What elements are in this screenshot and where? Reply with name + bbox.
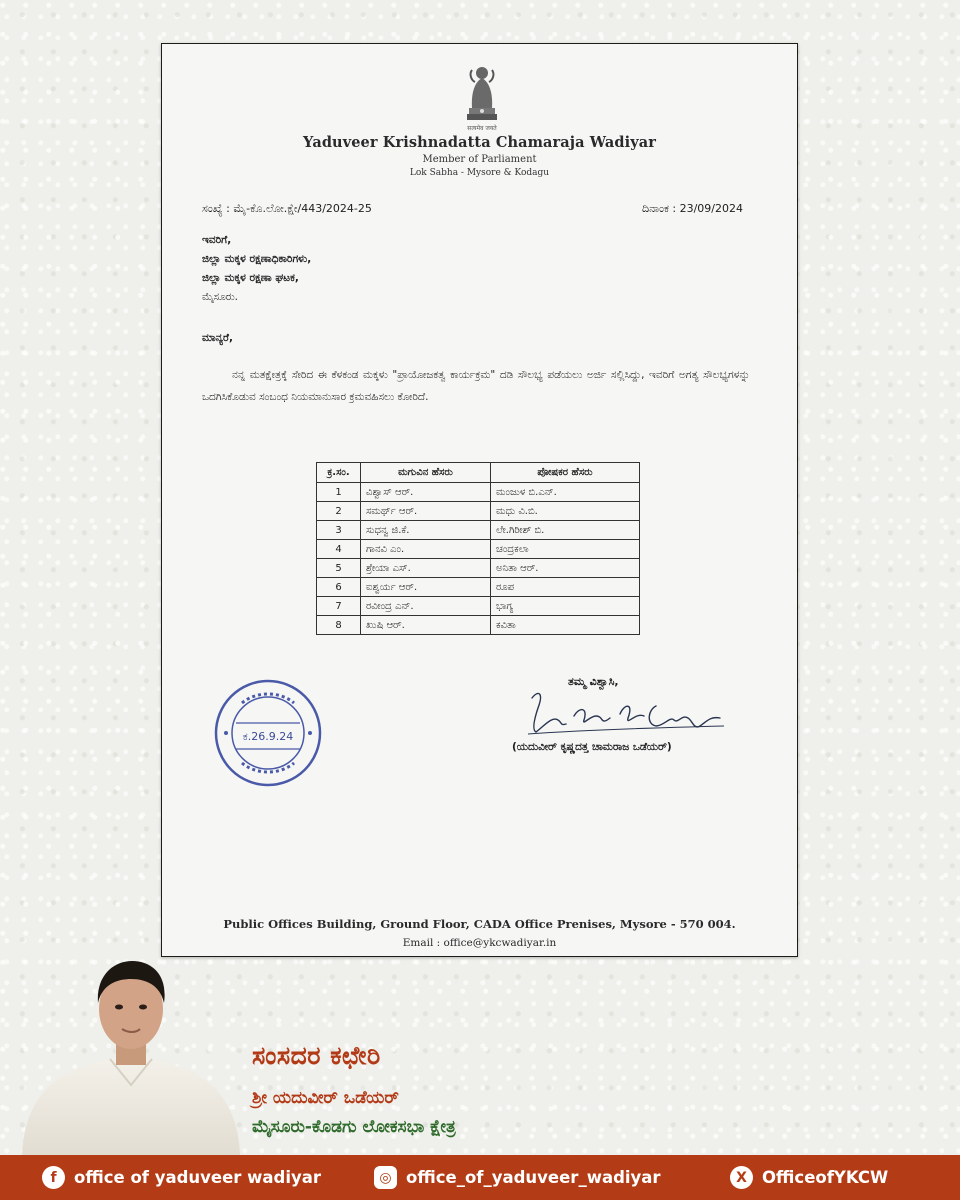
child-name-cell: ಸಮರ್ಥ್ ಆರ್. — [361, 502, 491, 521]
table-row — [317, 483, 640, 502]
parent-name-cell: ಮಧು ವಿ.ಬಿ. — [491, 502, 640, 521]
salutation: ಮಾನ್ಯರೆ, — [202, 332, 233, 344]
recipient-line: ಜಿಲ್ಲಾ ಮಕ್ಕಳ ರಕ್ಷಣಾ ಘಟಕ, — [202, 272, 299, 284]
instagram-handle: office_of_yaduveer_wadiyar — [406, 1168, 661, 1187]
parent-name-cell: ಅನಿತಾ ಆರ್. — [491, 559, 640, 578]
child-name-cell: ವಿಶ್ವಾಸ್ ಆರ್. — [361, 483, 491, 502]
handwritten-signature — [524, 686, 734, 748]
child-name-cell: ಖುಷಿ ಆರ್. — [361, 616, 491, 635]
letter-document — [161, 43, 798, 957]
table-row — [317, 521, 640, 540]
serial-cell: 4 — [317, 540, 361, 559]
table-header-row — [317, 463, 640, 483]
mp-name: ಶ್ರೀ ಯದುವೀರ್ ಒಡೆಯರ್ — [252, 1088, 399, 1108]
mp-portrait-photo — [18, 955, 244, 1155]
table-row — [317, 559, 640, 578]
facebook-handle: office of yaduveer wadiyar — [74, 1168, 322, 1187]
serial-cell: 2 — [317, 502, 361, 521]
table-row — [317, 597, 640, 616]
recipient-line: ಮೈಸೂರು. — [202, 291, 239, 303]
parent-name-cell: ರೂಪ — [491, 578, 640, 597]
column-header: ಕ್ರ.ಸಂ. — [317, 463, 361, 483]
child-name-cell: ಗಾನವಿ ಎಂ. — [361, 540, 491, 559]
column-header: ಪೋಷಕರ ಹೆಸರು — [491, 463, 640, 483]
parent-name-cell: ಕವಿತಾ — [491, 616, 640, 635]
parent-name-cell: ಭಾಗ್ಯ — [491, 597, 640, 616]
parent-name-cell: ಲೇ.ಗಿರೀಶ್ ಬಿ. — [491, 521, 640, 540]
serial-cell: 8 — [317, 616, 361, 635]
social-links-bar — [0, 1155, 960, 1200]
child-name-cell: ಐಶ್ವರ್ಯ ಆರ್. — [361, 578, 491, 597]
seal-date: ಕ.26.9.24 — [242, 730, 294, 743]
letter-body: ನನ್ನ ಮತಕ್ಷೇತ್ರಕ್ಕೆ ಸೇರಿದ ಈ ಕೆಳಕಂಡ ಮಕ್ಕಳು "ಪ್ರಾಯೋಜಕತ್ವ ಕಾರ್ಯಕ್ರಮ" ದಡಿ ಸೌಲಭ್ಯ ಪಡೆಯಲು ಅರ್ಜಿ ಸಲ್ಲಿಸಿದ್ದು, ಇವರಿಗೆ ಅಗತ್ಯ ಸೌಲಭ್ಯಗಳನ್ನು ಒದಗಿಸಿಕೊಡುವ ಸಂಬಂಧ ನಿಯಮಾನುಸಾರ ಕ್ರಮವಹಿಸಲು ಕೋರಿದೆ. — [202, 369, 750, 403]
serial-cell: 5 — [317, 559, 361, 578]
child-name-cell: ರವೀಂದ್ರ ಎನ್. — [361, 597, 491, 616]
x-handle: OfficeofYKCW — [762, 1168, 889, 1187]
reference-number: ಸಂಖ್ಯೆ : ಮೈ-ಕೊ.ಲೋ.ಕ್ಷೇ/443/2024-25 — [202, 202, 372, 215]
letter-date: ದಿನಾಂಕ : 23/09/2024 — [641, 202, 743, 215]
emblem-motto: सत्यमेव जयते — [467, 125, 497, 132]
child-name-cell: ಶ್ರೇಯಾ ಎಸ್. — [361, 559, 491, 578]
parent-name-cell: ಮಂಜುಳ ಬಿ.ಎನ್. — [491, 483, 640, 502]
instagram-link[interactable] — [374, 1166, 661, 1189]
facebook-link[interactable] — [42, 1166, 321, 1189]
serial-cell: 1 — [317, 483, 361, 502]
recipient-address — [202, 231, 311, 307]
footer-address: Public Offices Building, Ground Floor, CADA Office Prenises, Mysore - 570 004. — [223, 917, 736, 931]
children-table — [316, 462, 640, 635]
office-seal-stamp — [212, 677, 324, 789]
serial-cell: 6 — [317, 578, 361, 597]
facebook-icon: f — [42, 1166, 65, 1189]
table-row — [317, 616, 640, 635]
instagram-icon: ◎ — [374, 1166, 397, 1189]
recipient-line: ಜಿಲ್ಲಾ ಮಕ್ಕಳ ರಕ್ಷಣಾಧಿಕಾರಿಗಳು, — [202, 253, 312, 265]
table-row — [317, 578, 640, 597]
child-name-cell: ಸುಧನ್ವ ಜಿ.ಕೆ. — [361, 521, 491, 540]
serial-cell: 7 — [317, 597, 361, 616]
table-row — [317, 502, 640, 521]
serial-cell: 3 — [317, 521, 361, 540]
parent-name-cell: ಚಂದ್ರಕಲಾ — [491, 540, 640, 559]
letterhead-house: Lok Sabha - Mysore & Kodagu — [409, 168, 550, 178]
footer-email: Email : office@ykcwadiyar.in — [402, 937, 557, 949]
x-link[interactable] — [730, 1166, 888, 1189]
recipient-line: ಇವರಿಗೆ, — [202, 234, 232, 246]
letterhead-role: Member of Parliament — [422, 154, 537, 165]
letterhead-name: Yaduveer Krishnadatta Chamaraja Wadiyar — [303, 134, 656, 151]
office-title: ಸಂಸದರ ಕಛೇರಿ — [252, 1041, 381, 1070]
constituency-name: ಮೈಸೂರು-ಕೊಡಗು ಲೋಕಸಭಾ ಕ್ಷೇತ್ರ — [252, 1117, 456, 1137]
signatory-name: (ಯದುವೀರ್ ಕೃಷ್ಣದತ್ತ ಚಾಮರಾಜ ಒಡೆಯರ್) — [512, 741, 672, 753]
column-header: ಮಗುವಿನ ಹೆಸರು — [361, 463, 491, 483]
table-row — [317, 540, 640, 559]
x-icon: X — [730, 1166, 753, 1189]
closing-line: ತಮ್ಮ ವಿಶ್ವಾಸಿ, — [568, 675, 619, 688]
national-emblem-icon — [459, 62, 505, 124]
